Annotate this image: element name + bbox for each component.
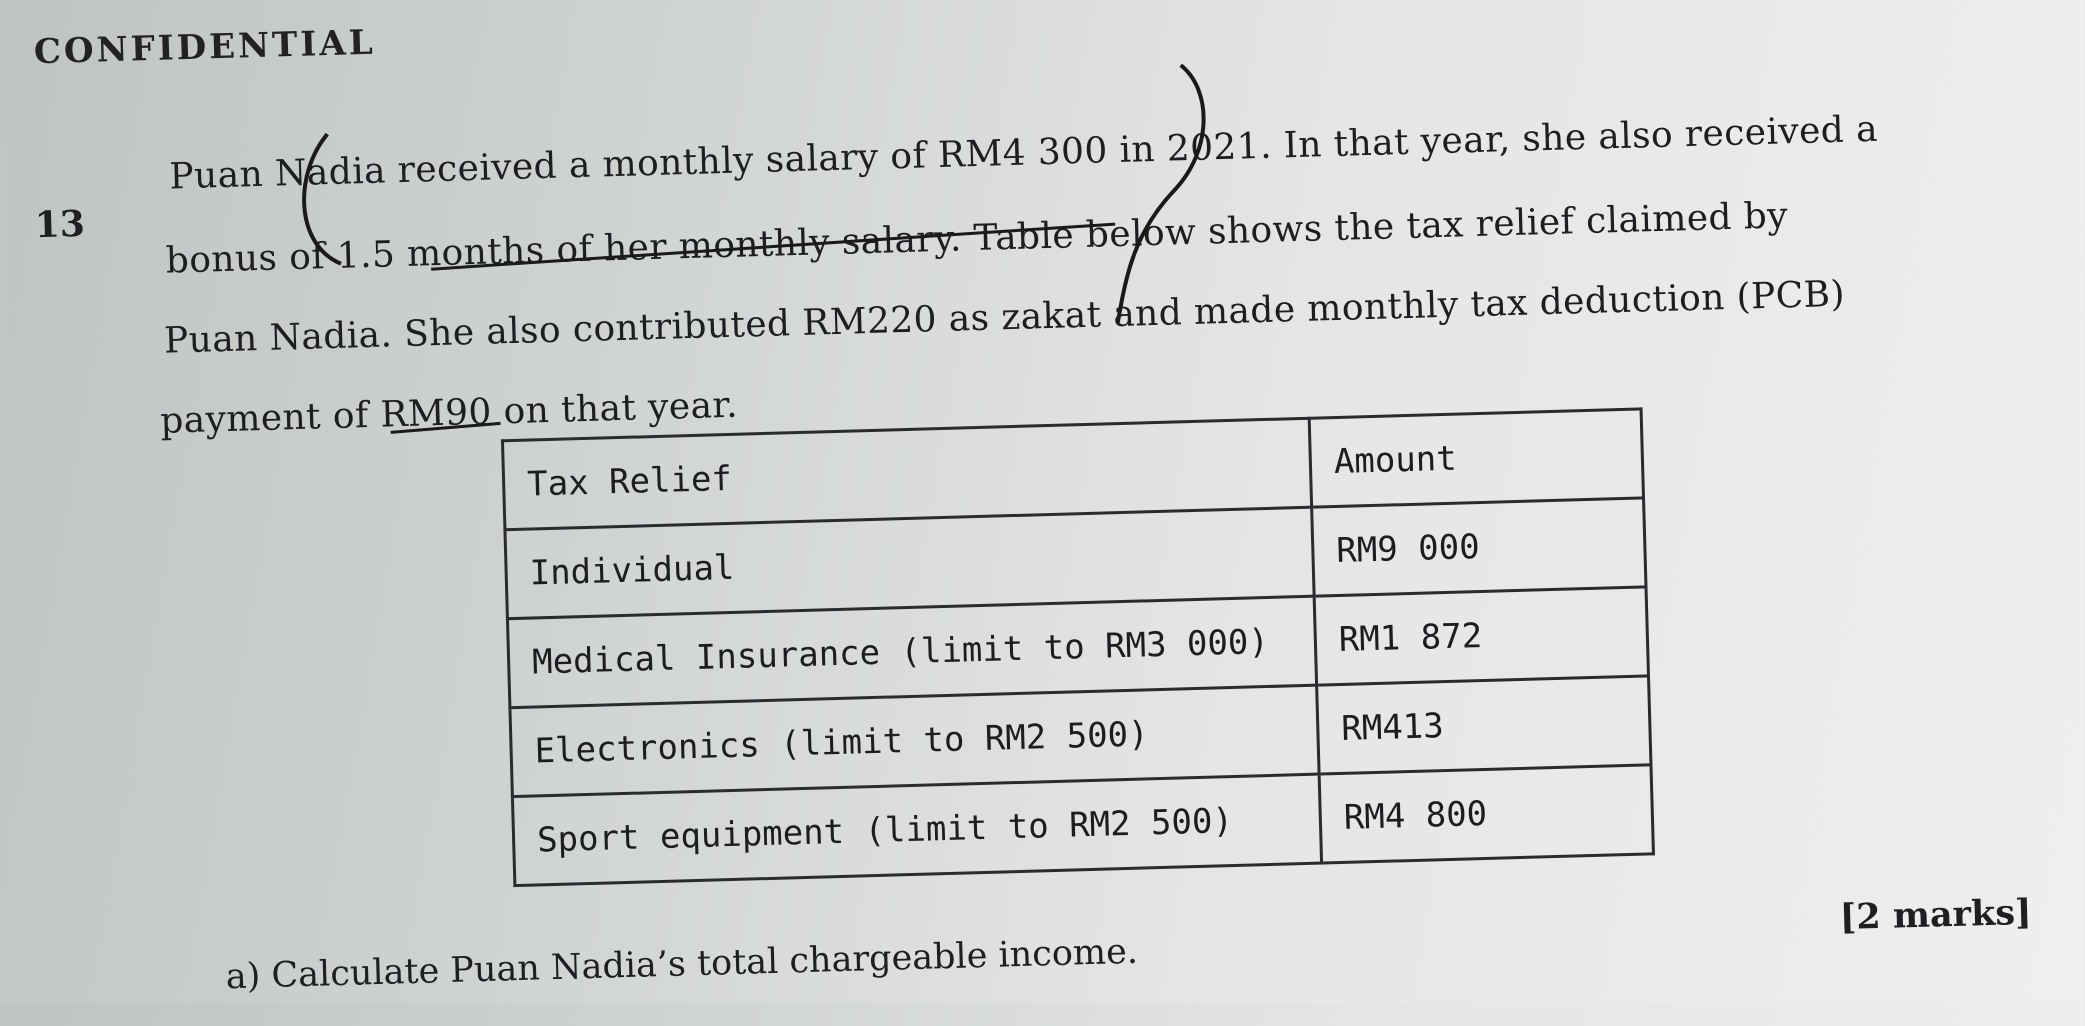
relief-amount: RM413 [1317,676,1651,774]
relief-name: Medical Insurance (limit to RM3 000) [507,596,1316,707]
question-text-line-2: bonus of 1.5 months of her monthly salary. Table below shows the tax relief claimed by [165,195,1789,282]
relief-name: Electronics (limit to RM2 500) [510,685,1319,796]
header-tax-relief: Tax Relief [502,418,1311,529]
part-a-question: a) Calculate Puan Nadia’s total chargeable income. [225,931,1139,998]
header-amount: Amount [1309,409,1643,507]
question-text-line-1: Puan Nadia received a monthly salary of RM4 300 in 2021. In that year, she also received a [168,108,1879,198]
marks-label: [2 marks] [1839,891,2033,939]
relief-amount: RM1 872 [1314,587,1648,685]
question-text-line-4: payment of RM90 on that year. [159,384,739,442]
relief-name: Individual [505,507,1314,618]
question-number: 13 [34,202,86,247]
relief-name: Sport equipment (limit to RM2 500) [512,774,1321,885]
confidential-label: CONFIDENTIAL [33,22,377,73]
tax-relief-table [501,407,1655,887]
relief-amount: RM4 800 [1319,765,1653,863]
question-text-line-3: Puan Nadia. She also contributed RM220 as zakat and made monthly tax deduction (PCB) [163,273,1846,362]
pen-bracket-right [1111,65,1209,322]
relief-amount: RM9 000 [1312,498,1646,596]
